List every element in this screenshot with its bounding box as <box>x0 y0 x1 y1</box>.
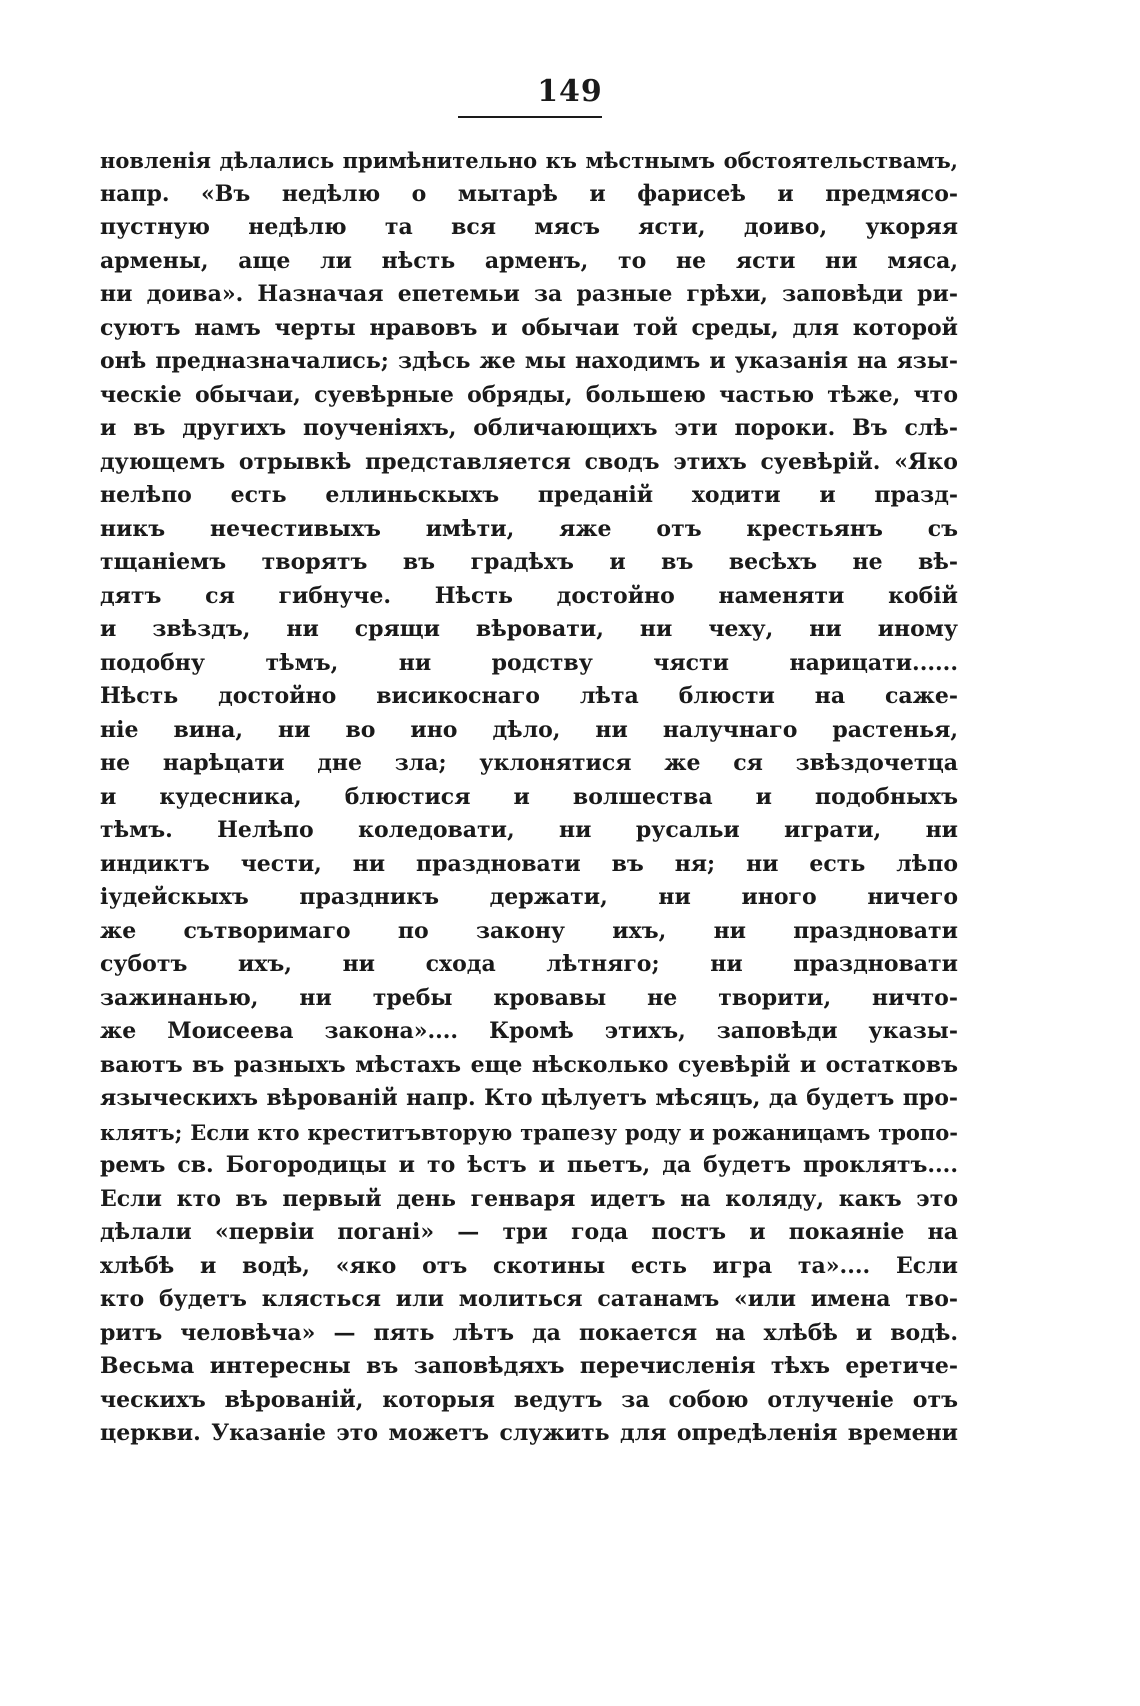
text-line: ваютъ въ разныхъ мѣстахъ еще нѣсколько суевѣрій и остатковъ <box>100 1051 958 1078</box>
text-line: напр. «Въ недѣлю о мытарѣ и фарисеѣ и предмясо- <box>100 180 958 207</box>
text-line: подобну тѣмъ, ни родству чясти нарицати...... <box>100 649 958 676</box>
text-line: клятъ; Если кто креститъвторую трапезу роду и рожаницамъ тропо- <box>100 1119 958 1145</box>
text-line: же Моисеева закона».... Кромѣ этихъ, заповѣди указы- <box>100 1018 958 1044</box>
text-line: тщаніемъ творятъ въ градѣхъ и въ весѣхъ не вѣ- <box>100 549 958 575</box>
text-line: же сътворимаго по закону ихъ, ни праздновати <box>100 917 958 944</box>
text-line: тѣмъ. Нелѣпо коледовати, ни русальи играти, ни <box>100 817 958 843</box>
text-line: дятъ ся гибнуче. Нѣсть достойно наменяти кобій <box>100 582 958 609</box>
text-line: и кудесника, блюстися и волшества и подобныхъ <box>100 783 958 810</box>
text-line: новленія дѣлались примѣнительно къ мѣстнымъ обстоятельствамъ, <box>100 148 958 173</box>
text-line: зажинанью, ни требы кровавы не творити, ничто- <box>100 984 958 1011</box>
text-line: іудейскыхъ праздникъ держати, ни иного ничего <box>100 884 958 910</box>
text-line: пустную недѣлю та вся мясъ ясти, доиво, укоряя <box>100 214 958 240</box>
text-line: нелѣпо есть еллиньскыхъ преданій ходити и празд- <box>100 482 958 508</box>
text-line: церкви. Указаніе это можетъ служить для опредѣленія времени <box>100 1420 958 1446</box>
text-line: никъ нечестивыхъ имѣти, яже отъ крестьянъ съ <box>100 515 958 542</box>
text-line: ни доива». Назначая епетемьи за разные грѣхи, заповѣди ри- <box>100 281 958 307</box>
text-line: дѣлали «первіи погані» — три года постъ и покаяніе на <box>100 1219 958 1245</box>
text-line: индиктъ чести, ни праздновати въ ня; ни есть лѣпо <box>100 850 958 877</box>
text-line: хлѣбѣ и водѣ, «яко отъ скотины есть игра та».... Если <box>100 1252 958 1279</box>
text-line: не нарѣцати дне зла; уклонятися же ся звѣздочетца <box>100 750 958 776</box>
text-line: онѣ предназначались; здѣсь же мы находимъ и указанія на язы- <box>100 348 958 374</box>
text-line: ческіе обычаи, суевѣрные обряды, большею частью тѣже, что <box>100 381 958 408</box>
text-line: Нѣсть достойно висикоснаго лѣта блюсти на саже- <box>100 683 958 709</box>
page-number: 149 <box>537 74 603 109</box>
text-line: кто будетъ клясться или молиться сатанамъ «или имена тво- <box>100 1286 958 1312</box>
text-line: и въ другихъ поученіяхъ, обличающихъ эти пороки. Въ слѣ- <box>100 415 958 441</box>
text-line: Если кто въ первый день генваря идетъ на коляду, какъ это <box>100 1185 958 1212</box>
text-line: Весьма интересны въ заповѣдяхъ перечисленія тѣхъ еретиче- <box>100 1353 958 1379</box>
body-text <box>100 144 958 1451</box>
text-line: суютъ намъ черты нравовъ и обычаи той среды, для которой <box>100 314 958 341</box>
text-line: дующемъ отрывкѣ представляется сводъ этихъ суевѣрій. «Яко <box>100 448 958 475</box>
text-line: и звѣздъ, ни срящи вѣровати, ни чеху, ни иному <box>100 616 958 642</box>
text-line: суботъ ихъ, ни схода лѣтняго; ни праздновати <box>100 951 958 977</box>
text-line: ческихъ вѣрованій, которыя ведутъ за собою отлученіе отъ <box>100 1386 958 1413</box>
text-line: ніе вина, ни во ино дѣло, ни налучнаго растенья, <box>100 716 958 743</box>
text-line: армены, аще ли нѣсть арменъ, то не ясти ни мяса, <box>100 247 958 274</box>
header-rule <box>458 116 602 118</box>
text-line: ритъ человѣча» — пять лѣтъ да покается на хлѣбѣ и водѣ. <box>100 1319 958 1346</box>
text-line: языческихъ вѣрованій напр. Кто цѣлуетъ мѣсяцъ, да будетъ про- <box>100 1085 958 1111</box>
text-line: ремъ св. Богородицы и то ѣстъ и пьетъ, да будетъ проклятъ.... <box>100 1152 958 1178</box>
